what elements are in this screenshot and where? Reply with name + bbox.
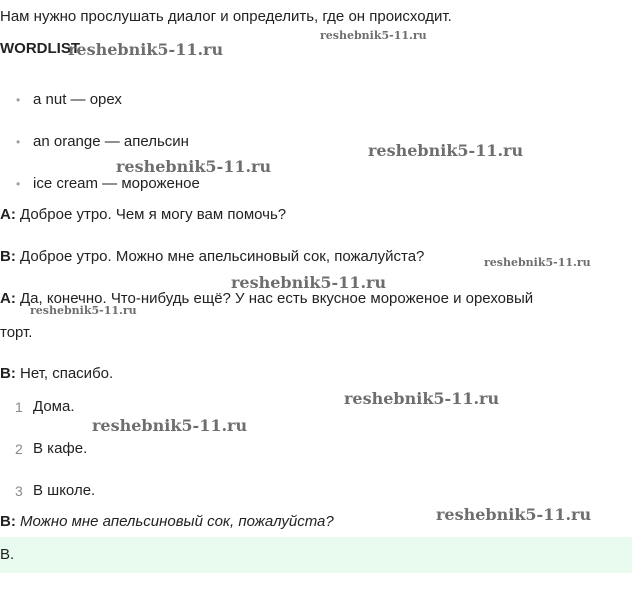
watermark: reshebnik5-11.ru (368, 141, 524, 160)
question-line (0, 513, 334, 530)
wordlist-item-text: an orange — апельсин (33, 133, 189, 150)
option-number: 1 (15, 399, 23, 415)
dialog-line (0, 365, 113, 382)
dialog-text: Нет, спасибо. (20, 365, 114, 382)
bullet-icon: • (16, 93, 21, 107)
wordlist-item (0, 133, 300, 153)
speaker-label: B: (0, 365, 16, 382)
watermark: reshebnik5-11.ru (436, 505, 592, 524)
option-number: 2 (15, 441, 23, 457)
speaker-label: B: (0, 513, 16, 530)
bullet-icon: • (16, 177, 21, 191)
dialog-text: Доброе утро. Можно мне апельсиновый сок, пожалуйста? (20, 248, 425, 265)
question-text: Можно мне апельсиновый сок, пожалуйста? (20, 513, 334, 530)
dialog-text-continued: торт. (0, 324, 33, 341)
option-label: В школе. (33, 482, 96, 499)
dialog-text: Да, конечно. Что-нибудь ещё? У нас есть вкусное мороженое и ореховый (20, 290, 534, 307)
dialog-line (0, 206, 286, 223)
instruction-text: Нам нужно прослушать диалог и определить, где он происходит. (0, 8, 452, 25)
wordlist-item (0, 91, 300, 111)
watermark: reshebnik5-11.ru (68, 40, 224, 59)
option-item (0, 398, 300, 418)
option-label: Дома. (33, 398, 75, 415)
answer-text: B. (0, 546, 15, 563)
dialog-text: Доброе утро. Чем я могу вам помочь? (20, 206, 287, 223)
watermark: reshebnik5-11.ru (484, 256, 591, 269)
wordlist-item (0, 175, 300, 195)
option-item (0, 440, 300, 460)
dialog-line (0, 248, 424, 265)
wordlist-item-text: a nut — орех (33, 91, 122, 108)
watermark: reshebnik5-11.ru (320, 29, 427, 42)
option-item (0, 482, 300, 502)
watermark: reshebnik5-11.ru (30, 304, 137, 317)
option-label: В кафе. (33, 440, 88, 457)
option-number: 3 (15, 483, 23, 499)
speaker-label: B: (0, 248, 16, 265)
bullet-icon: • (16, 135, 21, 149)
wordlist-title: WORDLIST (0, 40, 80, 57)
wordlist-item-text: ice cream — мороженое (33, 175, 200, 192)
watermark: reshebnik5-11.ru (116, 157, 272, 176)
watermark: reshebnik5-11.ru (344, 389, 500, 408)
answer-box (0, 537, 632, 573)
watermark: reshebnik5-11.ru (92, 416, 248, 435)
speaker-label: A: (0, 206, 16, 223)
watermark: reshebnik5-11.ru (231, 273, 387, 292)
speaker-label: A: (0, 290, 16, 307)
